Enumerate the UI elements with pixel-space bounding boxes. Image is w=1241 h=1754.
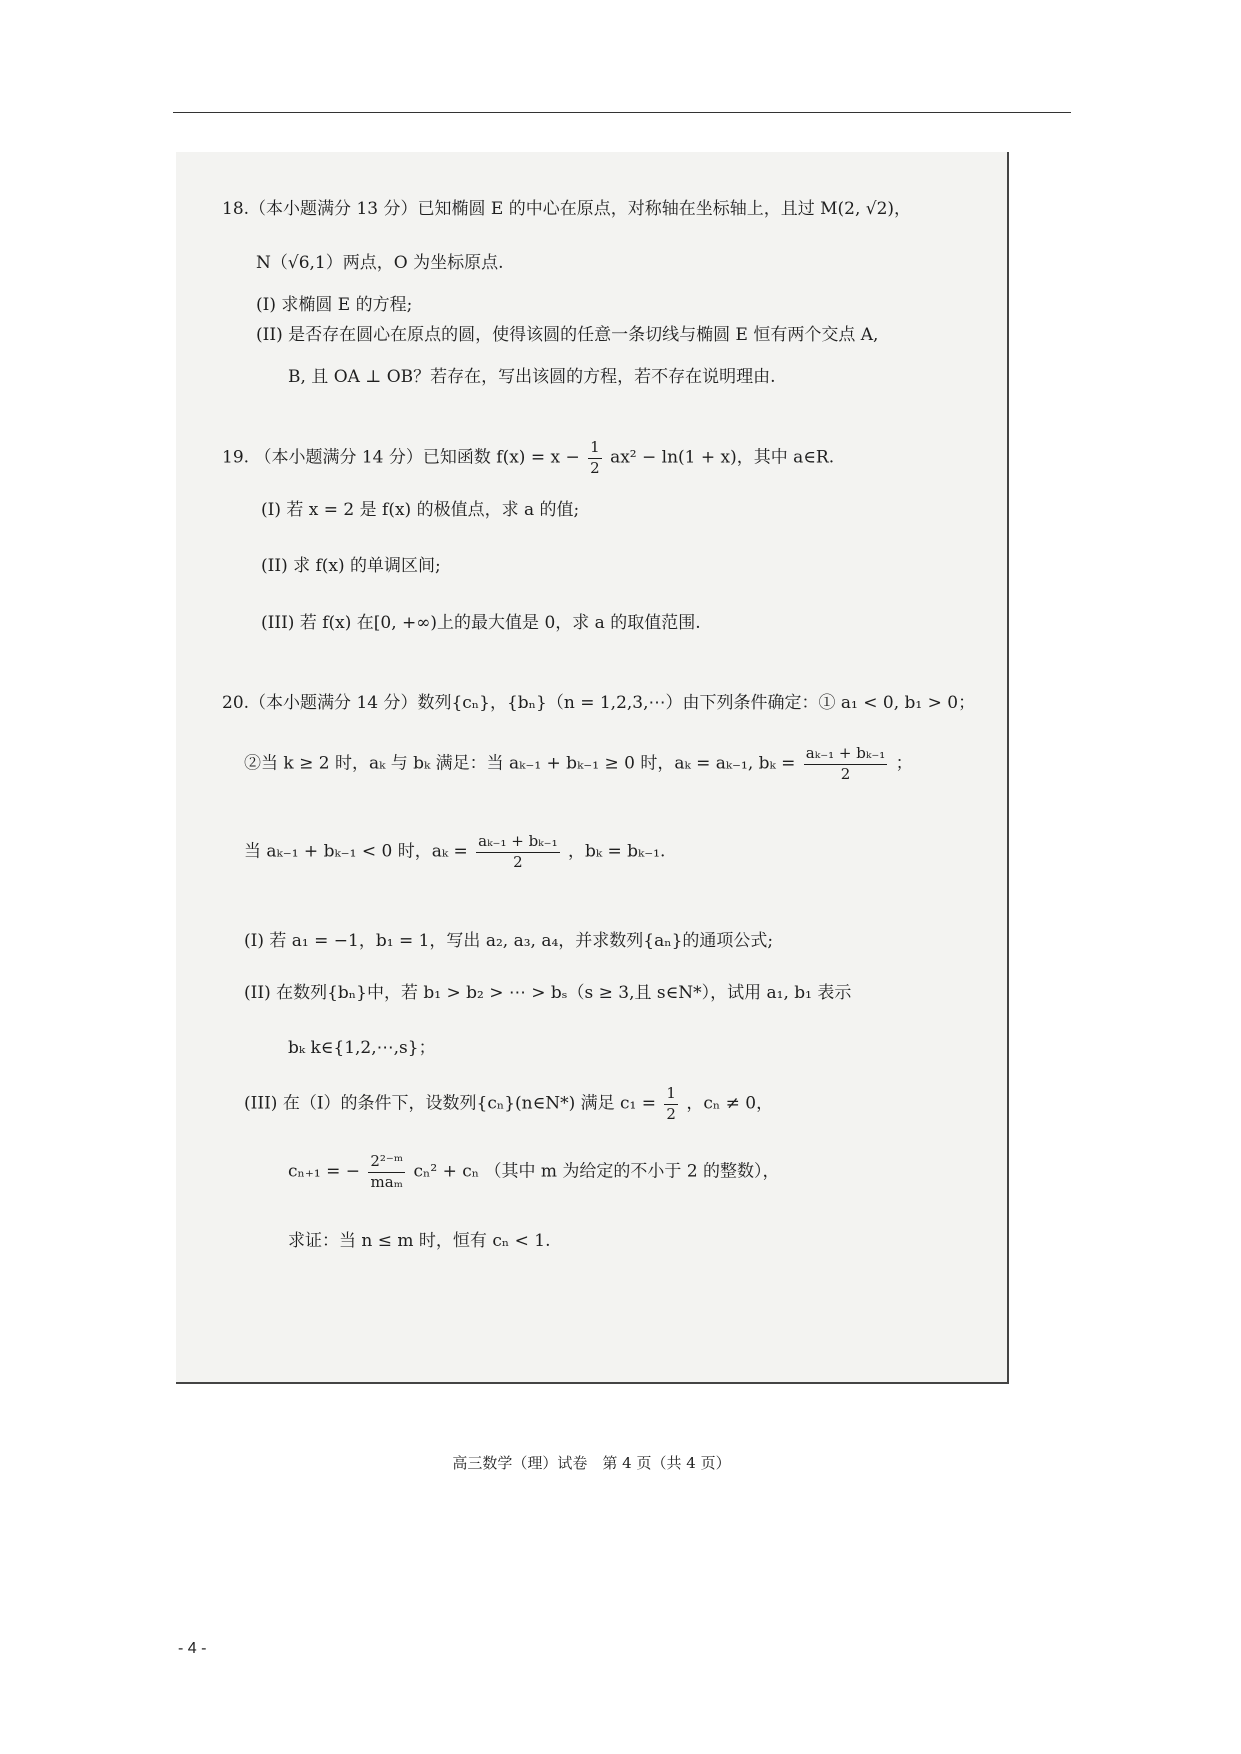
q19-head-a: 19. （本小题满分 14 分）已知函数 f(x) = x − — [222, 447, 580, 468]
q20-part3-a: (III) 在（I）的条件下，设数列{cₙ}(n∈N*) 满足 c₁ = — [244, 1093, 657, 1114]
scanned-exam-page — [176, 152, 1009, 1472]
fraction-denominator: 2 — [513, 852, 523, 871]
q20-condition3 — [244, 832, 665, 872]
q18-statement: 18.（本小题满分 13 分）已知椭圆 E 的中心在原点，对称轴在坐标轴上，且过 M(2, √2)， — [222, 199, 912, 219]
q19-part2: (II) 求 f(x) 的单调区间; — [261, 556, 441, 576]
page-number: - 4 - — [178, 1640, 207, 1657]
q20-condition3-b: ，bₖ = bₖ₋₁. — [567, 841, 666, 862]
exam-footer: 高三数学（理）试卷 第 4 页（共 4 页） — [452, 1454, 731, 1472]
q19-part1: (I) 若 x = 2 是 f(x) 的极值点，求 a 的值; — [261, 500, 580, 520]
fraction-denominator: 2 — [840, 764, 851, 783]
fraction-numerator: aₖ₋₁ + bₖ₋₁ — [476, 832, 559, 853]
fraction-denominator: 2 — [590, 458, 600, 477]
q20-part3-fraction — [664, 1084, 678, 1124]
q18-statement-cont: N（√6,1）两点，O 为坐标原点. — [256, 253, 504, 273]
fraction-numerator: aₖ₋₁ + bₖ₋₁ — [804, 744, 887, 765]
q20-condition2-b: ； — [895, 753, 913, 774]
fraction-numerator: 1 — [664, 1084, 678, 1105]
q20-condition2-a: ②当 k ≥ 2 时，aₖ 与 bₖ 满足：当 aₖ₋₁ + bₖ₋₁ ≥ 0 时，aₖ = aₖ₋₁, bₖ = — [244, 753, 796, 774]
q20-condition2-fraction — [804, 744, 887, 784]
q20-recurrence-b: cₙ² + cₙ （其中 m 为给定的不小于 2 的整数）， — [413, 1161, 780, 1182]
q19-head-b: ax² − ln(1 + x)，其中 a∈R. — [610, 447, 835, 468]
q20-recurrence — [288, 1152, 780, 1192]
q20-part2: (II) 在数列{bₙ}中，若 b₁ > b₂ > ⋯ > bₛ（s ≥ 3,且 s∈N*），试用 a₁, b₁ 表示 — [244, 983, 852, 1003]
q18-part1: (I) 求椭圆 E 的方程; — [256, 295, 413, 315]
q20-condition3-fraction — [476, 832, 559, 872]
q18-part2-cont: B, 且 OA ⊥ OB？若存在，写出该圆的方程，若不存在说明理由. — [288, 367, 776, 387]
q20-recurrence-a: cₙ₊₁ = − — [288, 1161, 360, 1182]
q20-condition3-a: 当 aₖ₋₁ + bₖ₋₁ < 0 时，aₖ = — [244, 841, 468, 862]
q18-part2: (II) 是否存在圆心在原点的圆，使得该圆的任意一条切线与椭圆 E 恒有两个交点 A, — [256, 325, 879, 345]
q20-part3-b: ，cₙ ≠ 0， — [686, 1093, 774, 1114]
q20-condition2 — [244, 744, 913, 784]
q20-part3 — [244, 1084, 773, 1124]
q19-part3: (III) 若 f(x) 在[0, +∞)上的最大值是 0，求 a 的取值范围. — [261, 613, 701, 633]
fraction-numerator: 1 — [588, 438, 602, 459]
q19-statement — [222, 438, 834, 478]
q20-part2-cont: bₖ k∈{1,2,⋯,s}； — [288, 1038, 436, 1058]
q20-proof: 求证：当 n ≤ m 时，恒有 cₙ < 1. — [288, 1231, 551, 1251]
fraction-numerator: 2²⁻ᵐ — [368, 1152, 405, 1173]
top-rule — [173, 112, 1071, 113]
q20-part1: (I) 若 a₁ = −1，b₁ = 1，写出 a₂, a₃, a₄，并求数列{aₙ}的通项公式; — [244, 931, 774, 951]
fraction-denominator: 2 — [666, 1104, 676, 1123]
q20-statement: 20.（本小题满分 14 分）数列{cₙ}，{bₙ}（n = 1,2,3,⋯）由下列条件确定：① a₁ < 0, b₁ > 0； — [222, 693, 976, 713]
q20-recurrence-fraction — [368, 1152, 405, 1192]
q19-fraction — [588, 438, 602, 478]
fraction-denominator: maₘ — [370, 1172, 403, 1191]
